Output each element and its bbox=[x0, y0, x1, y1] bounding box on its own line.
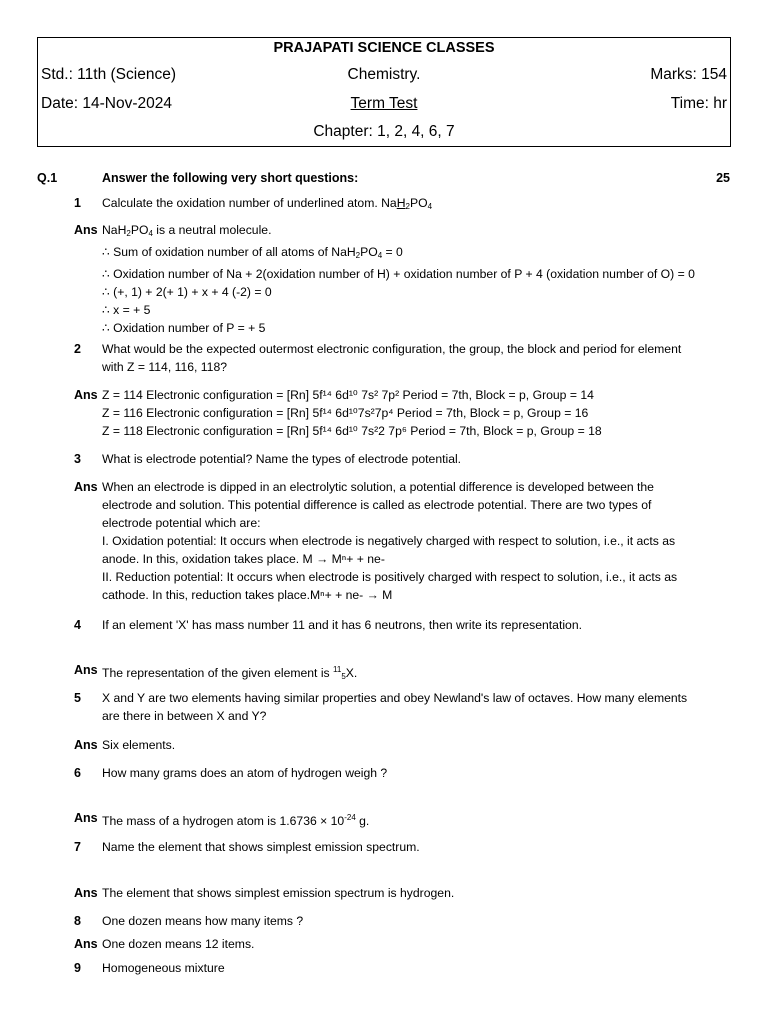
answer-label: Ans bbox=[74, 223, 98, 237]
school-name: PRAJAPATI SCIENCE CLASSES bbox=[273, 40, 495, 56]
answer-label: Ans bbox=[74, 663, 98, 677]
question-text: What would be the expected outermost electronic configuration, the group, the block and period for element bbox=[102, 342, 682, 356]
chapter-label: Chapter: 1, 2, 4, 6, 7 bbox=[313, 123, 455, 140]
question-text: are there in between X and Y? bbox=[102, 709, 267, 723]
subject-label: Chemistry. bbox=[347, 66, 421, 83]
answer-line: Z = 114 Electronic configuration = [Rn] 5f¹⁴ 6d¹⁰ 7s² 7p² Period = 7th, Block = p, Group = 14 bbox=[102, 388, 594, 402]
answer-label: Ans bbox=[74, 886, 98, 900]
question-number: 6 bbox=[74, 766, 81, 780]
answer-line: II. Reduction potential: It occurs when electrode is positively charged with respect to solution, i.e., it acts as bbox=[102, 570, 678, 584]
answer-line: ∴ Sum of oxidation number of all atoms of $NaH_2PO_4 = 0$ bbox=[102, 245, 403, 260]
date-label: Date: 14-Nov-2024 bbox=[41, 95, 172, 112]
answer-label: Ans bbox=[74, 738, 98, 752]
question-number: 9 bbox=[74, 961, 81, 975]
answer-line: anode. In this, oxidation takes place. M → Mⁿ+ + ne- bbox=[102, 552, 385, 566]
section-marks: 25 bbox=[716, 171, 730, 185]
standard-label: Std.: 11th (Science) bbox=[41, 66, 176, 83]
answer-line: I. Oxidation potential: It occurs when electrode is negatively charged with respect to solution, i.e., it acts as bbox=[102, 534, 676, 548]
question-text: Calculate the oxidation number of underlined atom. $NaH_2PO_4$ bbox=[102, 196, 433, 211]
question-text: X and Y are two elements having similar properties and obey Newland's law of octaves. How many elements bbox=[102, 691, 688, 705]
answer-line: One dozen means 12 items. bbox=[102, 937, 255, 951]
question-text: What is electrode potential? Name the types of electrode potential. bbox=[102, 452, 462, 466]
question-number: 4 bbox=[74, 618, 81, 632]
answer-line: electrode and solution. This potential difference is called as electrode potential. There are two types of bbox=[102, 498, 652, 512]
answer-label: Ans bbox=[74, 937, 98, 951]
question-text: with Z = 114, 116, 118? bbox=[102, 360, 228, 374]
answer-line: ∴ (+, 1) + 2(+ 1) + x + 4 (-2) = 0 bbox=[102, 285, 272, 299]
answer-line: When an electrode is dipped in an electrolytic solution, a potential difference is developed between the bbox=[102, 480, 654, 494]
question-number: 2 bbox=[74, 342, 81, 356]
answer-line: ∴ Oxidation number of Na + 2(oxidation number of H) + oxidation number of P + 4 (oxidation number of O) = 0 bbox=[102, 267, 695, 281]
question-text: Name the element that shows simplest emission spectrum. bbox=[102, 840, 420, 854]
answer-line: ∴ Oxidation number of P = + 5 bbox=[102, 321, 266, 335]
question-number: 5 bbox=[74, 691, 81, 705]
question-text: How many grams does an atom of hydrogen weigh ? bbox=[102, 766, 388, 780]
answer-line: The representation of the given element is $^{11}_5$X. bbox=[102, 665, 358, 681]
question-number: 8 bbox=[74, 914, 81, 928]
marks-label: Marks: 154 bbox=[650, 66, 727, 83]
answer-line: ∴ x = + 5 bbox=[102, 303, 151, 317]
question-text: If an element 'X' has mass number 11 and it has 6 neutrons, then write its representation. bbox=[102, 618, 583, 632]
answer-label: Ans bbox=[74, 811, 98, 825]
answer-line: The mass of a hydrogen atom is $1.6736 \times 10^{-24}$ g. bbox=[102, 813, 370, 828]
answer-line: Z = 118 Electronic configuration = [Rn] 5f¹⁴ 6d¹⁰ 7s²2 7p⁶ Period = 7th, Block = p, Group = 18 bbox=[102, 424, 602, 438]
answer-label: Ans bbox=[74, 480, 98, 494]
question-text: One dozen means how many items ? bbox=[102, 914, 304, 928]
question-number: 3 bbox=[74, 452, 81, 466]
answer-line: Z = 116 Electronic configuration = [Rn] 5f¹⁴ 6d¹⁰7s²7p⁴ Period = 7th, Block = p, Group = 16 bbox=[102, 406, 589, 420]
question-number: 7 bbox=[74, 840, 81, 854]
time-label: Time: hr bbox=[670, 95, 727, 112]
section-number: Q.1 bbox=[37, 171, 58, 185]
answer-line: Six elements. bbox=[102, 738, 176, 752]
answer-line: $NaH_2PO_4$ is a neutral molecule. bbox=[102, 223, 272, 238]
section-title: Answer the following very short questions: bbox=[102, 171, 359, 185]
answer-line: electrode potential which are: bbox=[102, 516, 261, 530]
answer-label: Ans bbox=[74, 388, 98, 402]
answer-line: The element that shows simplest emission spectrum is hydrogen. bbox=[102, 886, 455, 900]
header-box bbox=[37, 37, 731, 147]
answer-line: cathode. In this, reduction takes place.Mⁿ+ + ne- → M bbox=[102, 588, 393, 602]
question-number: 1 bbox=[74, 196, 81, 210]
test-label: Term Test bbox=[350, 95, 418, 112]
question-text: Homogeneous mixture bbox=[102, 961, 225, 975]
